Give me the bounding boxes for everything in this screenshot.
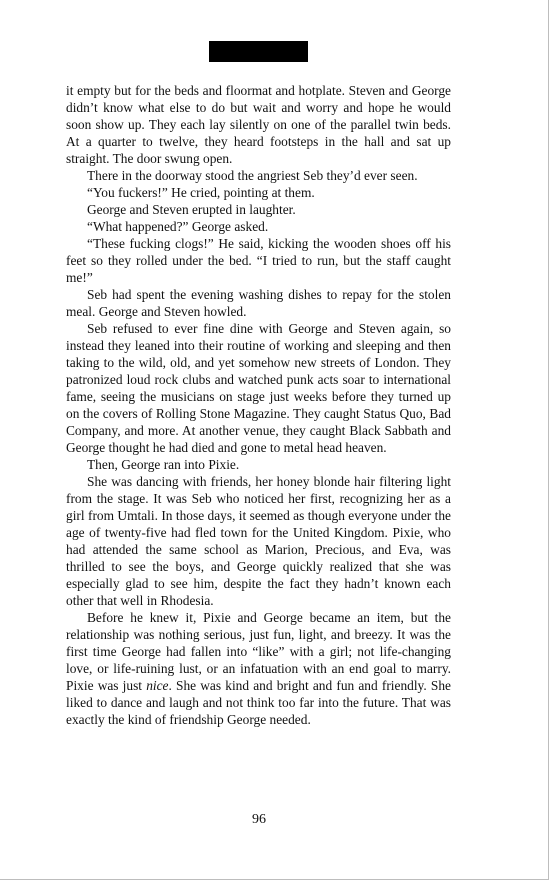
paragraph: “These fucking clogs!” He said, kicking the wooden shoes off his feet so they rolled under the bed. “I tried to run, but the staff caught me!” (66, 236, 451, 285)
paragraph-text: . She was kind and bright and fun and friendly. She liked to dance and laugh and not think too far into the future. That was exactly the kind of friendship George needed. (66, 678, 451, 727)
redaction-bar (209, 41, 308, 62)
page-number: 96 (252, 812, 266, 827)
paragraph (66, 609, 451, 728)
paragraph-text: Before he knew it, Pixie and George became an item, but the relationship was nothing serious, just fun, light, and breezy. It was the first time George had fallen into “like” with a girl; not life-changing love, or life-ruining lust, or an infatuation with an end goal to marry. Pixie was just (66, 610, 451, 693)
emphasized-word: nice (146, 678, 169, 693)
paragraph: She was dancing with friends, her honey blonde hair filtering light from the stage. It was Seb who noticed her first, recognizing her as a girl from Umtali. In those days, it seemed as though everyone under the age of twenty-five had fled town for the United Kingdom. Pixie, who had attended the same school as Marion, Precious, and Eva, was thrilled to see the boys, and George quickly realized that she was especially glad to see him, despite the fact they hadn’t known each other that well in Rhodesia. (66, 474, 451, 608)
paragraph: Seb had spent the evening washing dishes to repay for the stolen meal. George and Steven howled. (66, 287, 451, 319)
paragraph: it empty but for the beds and floormat and hotplate. Steven and George didn’t know what else to do but wait and worry and hope he would soon show up. They each lay silently on one of the parallel twin beds. At a quarter to twelve, they heard footsteps in the hall and sat up straight. The door swung open. (66, 83, 451, 166)
paragraph: Seb refused to ever fine dine with George and Steven again, so instead they leaned into their routine of working and sleeping and then taking to the wild, old, and yet somehow new streets of London. They patronized loud rock clubs and watched punk acts soar to international fame, seeing the musicians on stage just weeks before they turned up on the covers of Rolling Stone Magazine. They caught Status Quo, Bad Company, and more. At another venue, they caught Black Sabbath and George thought he had died and gone to metal head heaven. (66, 321, 451, 455)
paragraph: “What happened?” George asked. (87, 219, 269, 234)
paragraph: “You fuckers!” He cried, pointing at them. (87, 185, 315, 200)
paragraph: George and Steven erupted in laughter. (87, 202, 296, 217)
paragraph: Then, George ran into Pixie. (87, 457, 240, 472)
paragraph: There in the doorway stood the angriest Seb they’d ever seen. (87, 168, 418, 183)
body-text (66, 82, 451, 728)
